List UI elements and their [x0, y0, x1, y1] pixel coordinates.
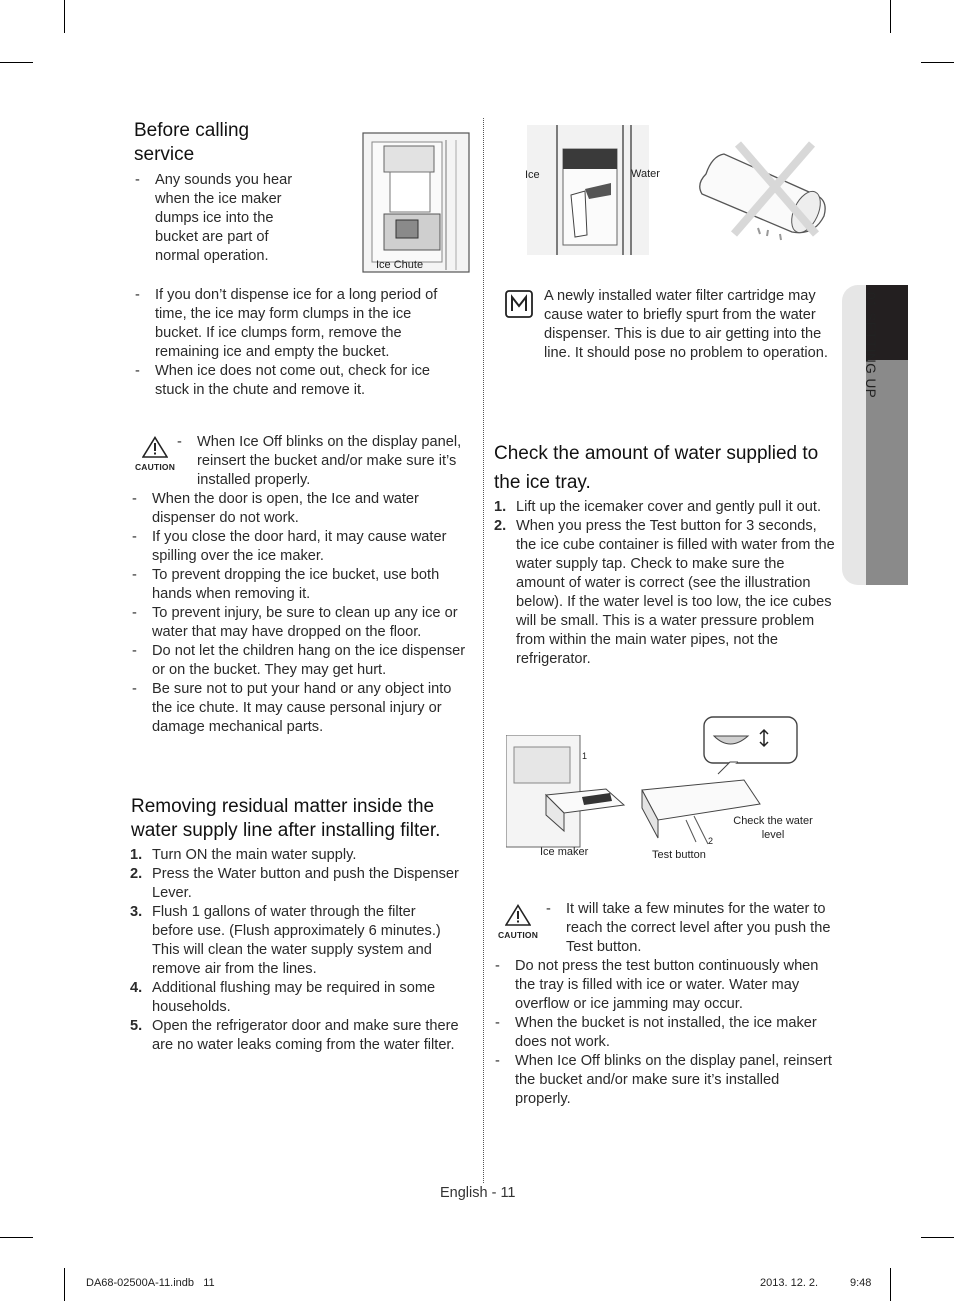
list-item: - When the door is open, the Ice and water dispenser do not work.: [130, 490, 475, 528]
list-item: 3. Flush 1 gallons of water through the filter before use. (Flush approximately 6 minutes.) This will clean the water supply system and remove air from the lines.: [130, 904, 441, 977]
caution-label: CAUTION: [134, 462, 176, 472]
list-item: - To prevent injury, be sure to clean up any ice or water that may have dropped on the floor.: [130, 604, 475, 642]
footer-time: 9:48: [850, 1277, 872, 1289]
page-number: English - 11: [440, 1185, 516, 1201]
warning-triangle-icon: [505, 904, 531, 926]
caution-badge: [496, 904, 540, 940]
list-item: 2. Press the Water button and push the Dispenser Lever.: [130, 866, 459, 901]
crop-mark: [921, 1237, 954, 1238]
list-item: - Do not press the test button continuously when the tray is filled with ice or water. Water may overflow or ice jamming may occur.: [493, 957, 838, 1014]
list-item: 2. When you press the Test button for 3 seconds, the ice cube container is filled with water from the water supply tap. Check to make sure the amount of water is correct (see the illustration below). If the water level is too low, the ice cubes will be small. This is a water pressure problem from within the main water pipes, not the refrigerator.: [494, 518, 835, 667]
caution-label: CAUTION: [497, 930, 539, 940]
check-steps: [494, 498, 836, 669]
caution-first-item: [544, 900, 839, 957]
crop-mark: [890, 0, 891, 33]
list-item: - Be sure not to put your hand or any object into the ice chute. It may cause personal injury or damage mechanical parts.: [130, 680, 475, 737]
list-item: - Any sounds you hear when the ice maker dumps ice into the bucket are part of normal operation.: [133, 171, 308, 266]
crop-mark: [0, 1237, 33, 1238]
note-icon: [505, 290, 533, 318]
caution-first-item: [175, 433, 470, 490]
crop-mark: [64, 1268, 65, 1301]
before-calling-first-list: [133, 171, 308, 266]
crop-mark: [921, 62, 954, 63]
list-item: - When the bucket is not installed, the ice maker does not work.: [493, 1014, 838, 1052]
note-text: A newly installed water filter cartridge may cause water to briefly spurt from the water dispenser. This is due to air getting into the line. It should pose no problem to operation.: [544, 288, 828, 361]
removing-steps: [130, 846, 460, 1055]
filter-cartridge-figure: [688, 140, 830, 242]
list-item: - If you don’t dispense ice for a long period of time, the ice may form clumps in the ice bucket. If ice clumps form, remove the remaining ice and empty the bucket.: [133, 286, 448, 362]
ice-maker-figure: [506, 735, 628, 860]
ice-chute-label: Ice Chute: [376, 259, 424, 271]
footer-file: DA68-02500A-11.indb 11: [86, 1277, 215, 1289]
list-item: 4. Additional flushing may be required in some households.: [130, 980, 436, 1015]
before-calling-list: [133, 286, 448, 400]
step-2-marker: 2: [708, 836, 714, 846]
check-level-label: Check the water level: [733, 815, 813, 841]
ice-label: Ice: [525, 169, 540, 181]
crop-mark: [64, 0, 65, 33]
list-item: - Do not let the children hang on the ice dispenser or on the bucket. They may get hurt.: [130, 642, 475, 680]
check-water-title: Check the amount of water supplied to the ice tray.: [494, 443, 819, 493]
test-button-label: Test button: [652, 849, 706, 861]
step-1-marker: 1: [582, 751, 588, 761]
ice-maker-label: Ice maker: [540, 846, 589, 858]
list-item: - It will take a few minutes for the water to reach the correct level after you push the Test button.: [544, 900, 839, 957]
list-item: - When Ice Off blinks on the display panel, reinsert the bucket and/or make sure it’s installed properly.: [493, 1052, 838, 1109]
list-item: 1. Lift up the icemaker cover and gently pull it out.: [494, 499, 822, 515]
list-item: - If you close the door hard, it may cause water spilling over the ice maker.: [130, 528, 475, 566]
section-tab-label: 01 SETTING UP: [863, 292, 878, 399]
caution-list: [130, 490, 475, 737]
list-item: 1. Turn ON the main water supply.: [130, 847, 357, 863]
column-divider: [483, 118, 484, 1183]
before-calling-title: Before calling service: [134, 120, 250, 165]
ice-chute-figure: [360, 130, 472, 275]
list-item: - To prevent dropping the ice bucket, use both hands when removing it.: [130, 566, 475, 604]
warning-triangle-icon: [142, 436, 168, 458]
water-label: Water: [631, 168, 660, 180]
crop-mark: [0, 62, 33, 63]
list-item: 5. Open the refrigerator door and make sure there are no water leaks coming from the water filter.: [130, 1018, 459, 1053]
crop-mark: [890, 1268, 891, 1301]
list-item: - When ice does not come out, check for ice stuck in the chute and remove it.: [133, 362, 448, 400]
caution-list: [493, 957, 838, 1109]
dispenser-figure: [527, 125, 649, 255]
footer-date: 2013. 12. 2.: [760, 1277, 819, 1289]
removing-title: Removing residual matter inside the water supply line after installing filter.: [131, 796, 441, 841]
list-item: - When Ice Off blinks on the display panel, reinsert the bucket and/or make sure it’s installed properly.: [175, 433, 470, 490]
caution-badge: [133, 436, 177, 472]
